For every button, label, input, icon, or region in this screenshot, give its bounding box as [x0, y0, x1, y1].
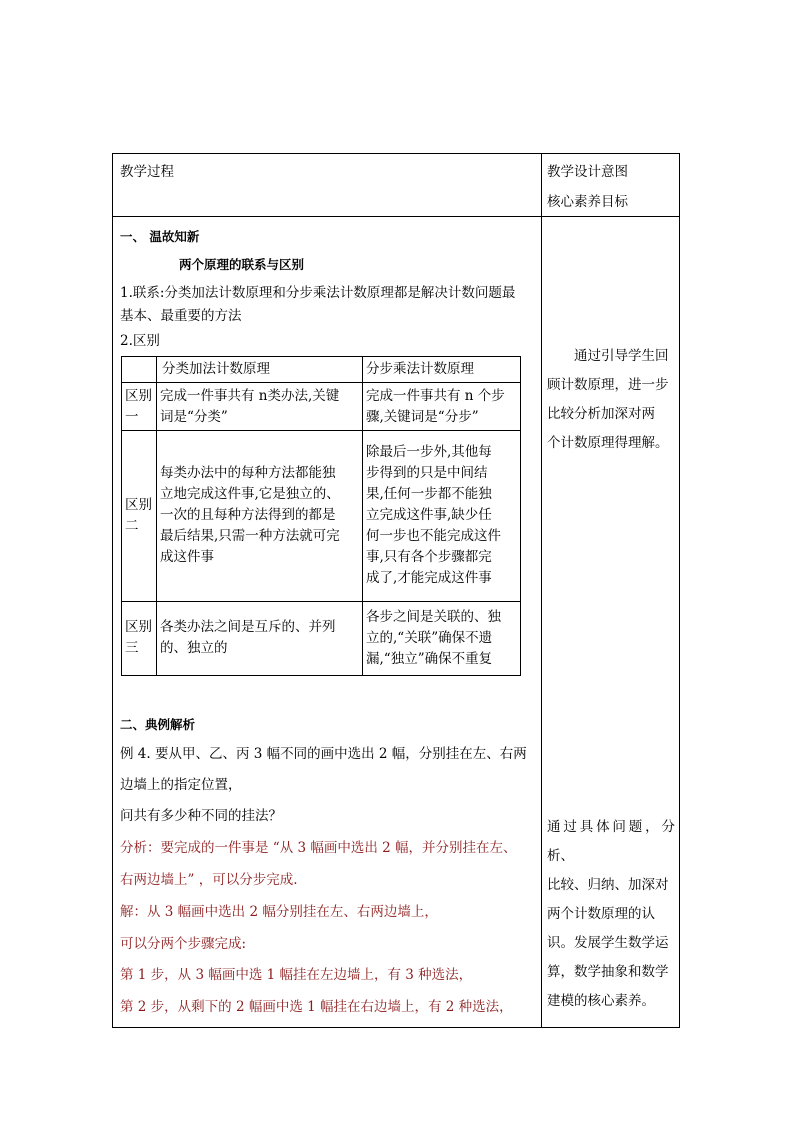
header-right-line1: 教学设计意图 — [547, 164, 628, 180]
analysis-line2: 右两边墙上” ，可以分步完成. — [120, 872, 298, 888]
comparison-row-a: 完成一件事共有 n类办法,关键 词是“分类” — [157, 383, 363, 431]
comparison-row-b: 各步之间是关联的、独 立的,“关联”确保不遗 漏,“独立”确保不重复 — [363, 601, 521, 675]
comparison-row-a: 各类办法之间是互斥的、并列 的、独立的 — [157, 601, 363, 675]
design-note-1: 通过引导学生回 顾计数原理，进一步 比较分析加深对两 个计数原理得理解。 — [547, 348, 669, 451]
comparison-row-label: 区别 一 — [122, 383, 157, 431]
section1-title: 一、 温故知新 — [120, 229, 200, 244]
design-note-2: 通过具体问题，分析、 比较、归纳、加深对 两个计数原理的认 识。发展学生数学运 算，数学抽象和数学 建模的核心素养。 — [547, 819, 675, 1009]
example-question: 问共有多少种不同的挂法？ — [120, 808, 282, 824]
solution-line1: 解：从 3 幅画中选出 2 幅分别挂在左、右两边墙上， — [120, 904, 438, 920]
column-divider — [541, 154, 542, 1027]
comparison-table — [121, 356, 521, 676]
section1-p1-line1: 1.联系:分类加法计数原理和分步乘法计数原理都是解决计数问题最 — [120, 285, 516, 301]
comparison-corner-cell — [122, 357, 157, 383]
comparison-row-label: 区别 二 — [122, 431, 157, 602]
section2-title: 二、典例解析 — [120, 717, 196, 732]
comparison-row-a: 每类办法中的每种方法都能独 立地完成这件事,它是独立的、 一次的且每种方法得到的都是 最后结果,只需一种方法就可完 成这件事 — [157, 431, 363, 602]
example-line1: 例 4. 要从甲、乙、丙 3 幅不同的画中选出 2 幅，分别挂在左、右两 — [120, 746, 527, 762]
comparison-row-b: 除最后一步外,其他每 步得到的只是中间结 果,任何一步都不能独 立完成这件事,缺少任 何一步也不能完成这件 事,只有各个步骤都完 成了,才能完成这件事 — [363, 431, 521, 602]
comparison-header-row — [122, 357, 521, 383]
step-2: 第 2 步，从剩下的 2 幅画中选 1 幅挂在右边墙上，有 2 种选法， — [120, 999, 513, 1015]
section1-p1-line2: 基本、最重要的方法 — [120, 308, 242, 324]
comparison-row-label: 区别 三 — [122, 601, 157, 675]
comparison-row — [122, 431, 521, 602]
header-right-line2: 核心素养目标 — [547, 194, 628, 210]
section1-subtitle: 两个原理的联系与区别 — [179, 257, 305, 272]
comparison-col-a: 分类加法计数原理 — [157, 357, 363, 383]
section1-p2: 2.区别 — [120, 333, 160, 349]
comparison-col-b: 分步乘法计数原理 — [363, 357, 521, 383]
step-1: 第 1 步，从 3 幅画中选 1 幅挂在左边墙上，有 3 种选法， — [120, 967, 473, 983]
example-line2: 边墙上的指定位置， — [120, 777, 242, 793]
header-divider — [113, 216, 679, 217]
comparison-row-b: 完成一件事共有 n 个步 骤,关键词是“分步” — [363, 383, 521, 431]
comparison-row — [122, 383, 521, 431]
header-left: 教学过程 — [120, 164, 174, 180]
solution-line2: 可以分两个步骤完成: — [120, 936, 247, 952]
analysis-line1: 分析：要完成的一件事是 “从 3 幅画中选出 2 幅，并分别挂在左、 — [120, 840, 517, 856]
comparison-row — [122, 601, 521, 675]
lesson-plan-table — [112, 153, 680, 1028]
